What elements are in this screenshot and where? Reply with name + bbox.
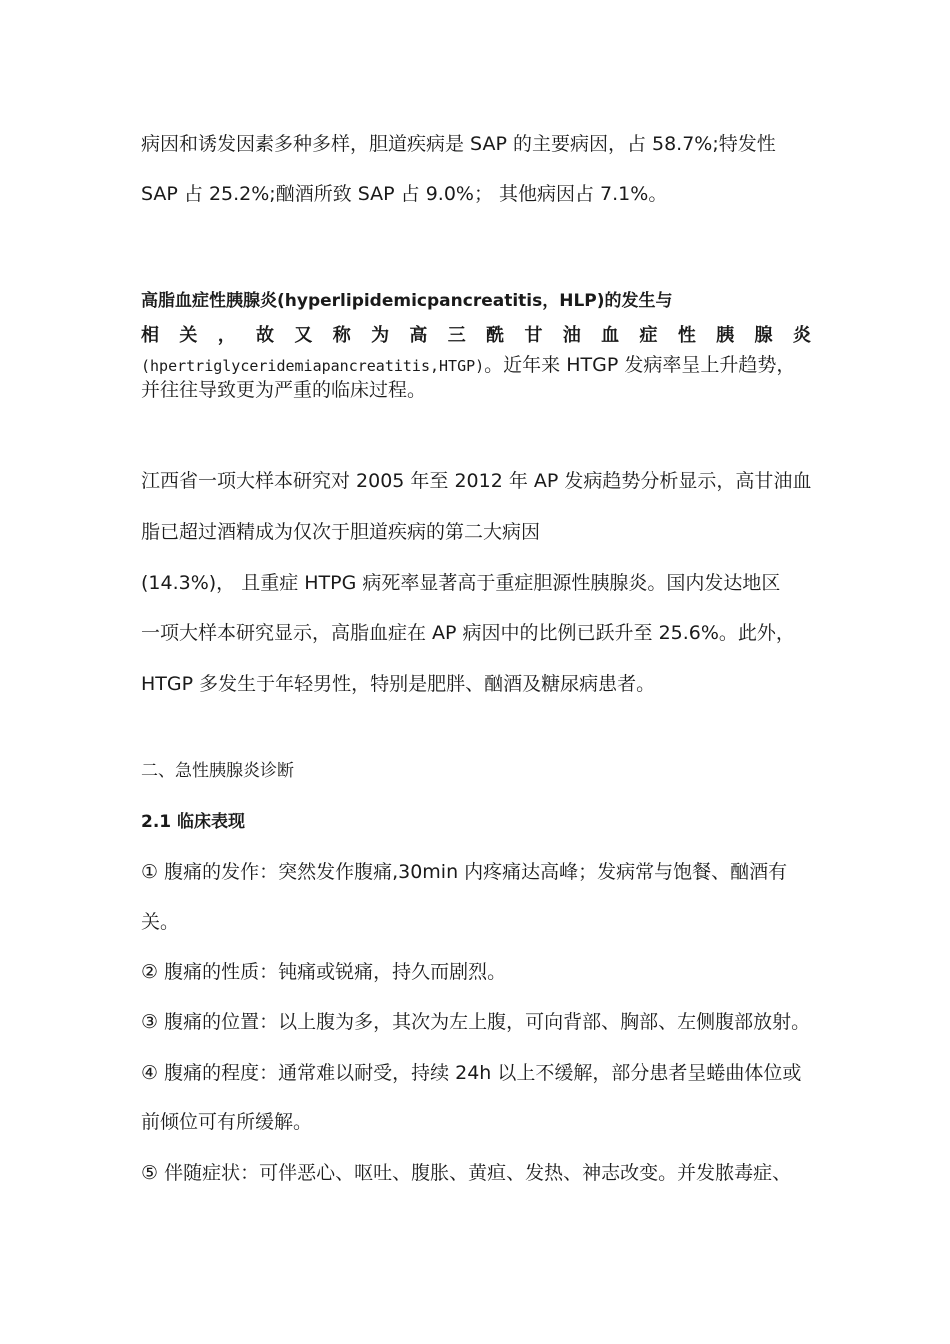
spread-char: 甘 [524,325,543,346]
paragraph-3-line-4: 一项大样本研究显示，高脂血症在 AP 病因中的比例已跃升至 25.6%。此外， [141,622,795,644]
paragraph-2-line-1: 高脂血症性胰腺炎(hyperlipidemicpancreatitis，HLP)的发生与 [141,291,673,311]
spread-char: 关 [179,325,198,346]
spread-char: 称 [332,325,351,346]
paragraph-2-line-3-rest: 。近年来 HTGP 发病率呈上升趋势， [484,354,796,376]
item-1-line-1: ① 腹痛的发作：突然发作腹痛,30min 内疼痛达高峰；发病常与饱餐、酗酒有 [141,861,788,883]
spread-char: 酰 [486,325,505,346]
item-1-line-2: 关。 [141,911,180,933]
spread-char: 腺 [754,325,773,346]
spread-char: 胰 [716,325,735,346]
item-4-line-2: 前倾位可有所缓解。 [141,1111,313,1133]
spread-char: ， [217,325,236,346]
spread-char: 三 [447,325,466,346]
htgp-term: (hpertriglyceridemiapancreatitis,HTGP) [141,357,485,375]
paragraph-2-line-4: 并往往导致更为严重的临床过程。 [141,379,427,401]
paragraph-2-line-3 [141,352,795,379]
spread-char: 故 [256,325,275,346]
paragraph-3-line-1: 江西省一项大样本研究对 2005 年至 2012 年 AP 发病趋势分析显示，高甘油血 [141,470,812,492]
spread-char: 炎 [792,325,811,346]
item-4-line-1: ④ 腹痛的程度：通常难以耐受，持续 24h 以上不缓解，部分患者呈蜷曲体位或 [141,1062,802,1084]
spread-char: 为 [371,325,390,346]
paragraph-1-line-2: SAP 占 25.2%;酗酒所致 SAP 占 9.0%； 其他病因占 7.1%。 [141,183,668,205]
subsection-heading: 2.1 临床表现 [141,812,246,832]
spread-char: 症 [639,325,658,346]
spread-char: 又 [294,325,313,346]
item-5: ⑤ 伴随症状：可伴恶心、呕吐、腹胀、黄疸、发热、神志改变。并发脓毒症、 [141,1162,792,1184]
spread-char: 性 [677,325,696,346]
item-3: ③ 腹痛的位置：以上腹为多，其次为左上腹，可向背部、胸部、左侧腹部放射。 [141,1011,811,1033]
spread-char: 相 [141,325,159,346]
paragraph-2-line-2 [141,323,811,349]
section-heading: 二、急性胰腺炎诊断 [141,761,294,781]
spread-char: 高 [409,325,428,346]
paragraph-3-line-5: HTGP 多发生于年轻男性，特别是肥胖、酗酒及糖尿病患者。 [141,673,656,695]
paragraph-1-line-1: 病因和诱发因素多种多样，胆道疾病是 SAP 的主要病因，占 58.7%;特发性 [141,133,776,155]
item-2: ② 腹痛的性质：钝痛或锐痛，持久而剧烈。 [141,961,507,983]
spread-char: 血 [601,325,620,346]
spread-char: 油 [562,325,581,346]
paragraph-3-line-3: (14.3%)， 且重症 HTPG 病死率显著高于重症胆源性胰腺炎。国内发达地区 [141,572,781,594]
paragraph-3-line-2: 脂已超过酒精成为仅次于胆道疾病的第二大病因 [141,521,541,543]
